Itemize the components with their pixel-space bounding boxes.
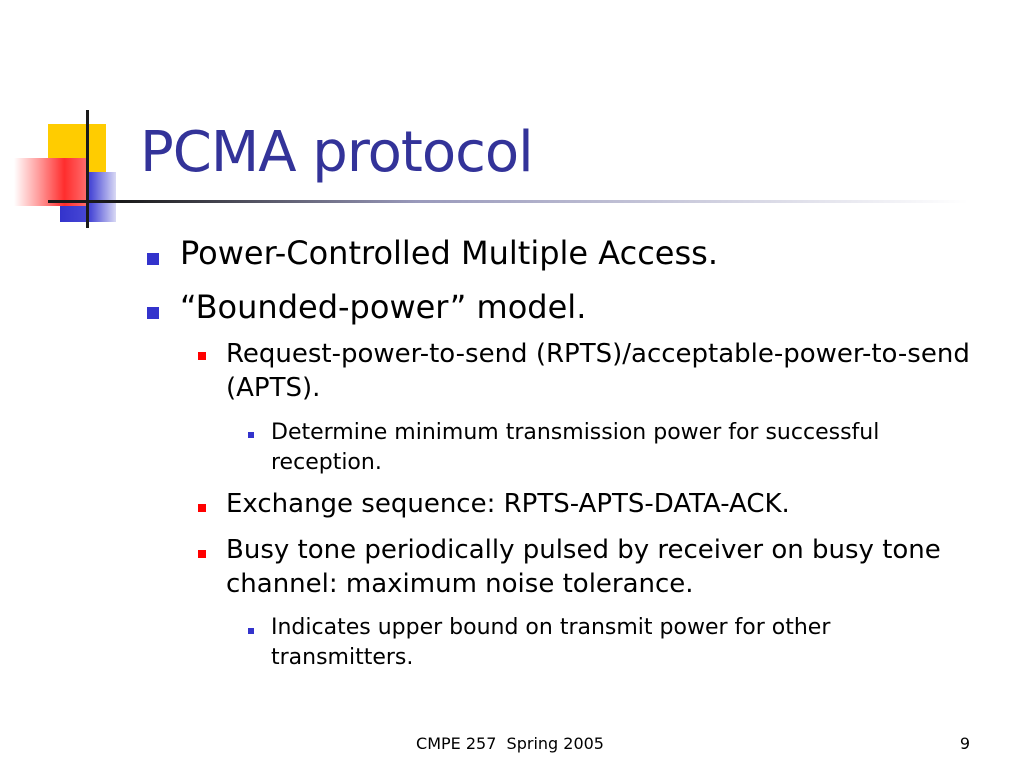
slide-title: PCMA protocol xyxy=(140,120,533,185)
footer-course: CMPE 257 Spring 2005 xyxy=(416,734,604,753)
bullet-square-icon xyxy=(147,253,159,265)
bullet-square-icon xyxy=(248,628,254,634)
logo-red-square xyxy=(14,158,86,206)
bullet-text-level2: Busy tone periodically pulsed by receiver on busy tone channel: maximum noise tolerance. xyxy=(226,535,941,599)
bullet-square-icon xyxy=(198,352,206,360)
bullet-text-level1: Power-Controlled Multiple Access. xyxy=(180,234,718,272)
bullet-square-icon xyxy=(147,307,159,319)
bullet-text-level3: Determine minimum transmission power for successful reception. xyxy=(271,420,880,475)
bullet-square-icon xyxy=(198,550,206,558)
bullet-square-icon xyxy=(248,432,254,438)
footer-page-number: 9 xyxy=(959,734,970,753)
title-underline xyxy=(48,200,968,203)
bullet-square-icon xyxy=(198,504,206,512)
bullet-text-level1: “Bounded-power” model. xyxy=(180,288,587,326)
bullet-text-level2: Request-power-to-send (RPTS)/acceptable-power-to-send (APTS). xyxy=(226,339,970,403)
bullet-text-level3: Indicates upper bound on transmit power for other transmitters. xyxy=(271,615,831,670)
bullet-text-level2: Exchange sequence: RPTS-APTS-DATA-ACK. xyxy=(226,489,790,519)
logo-vertical-line xyxy=(86,110,89,228)
